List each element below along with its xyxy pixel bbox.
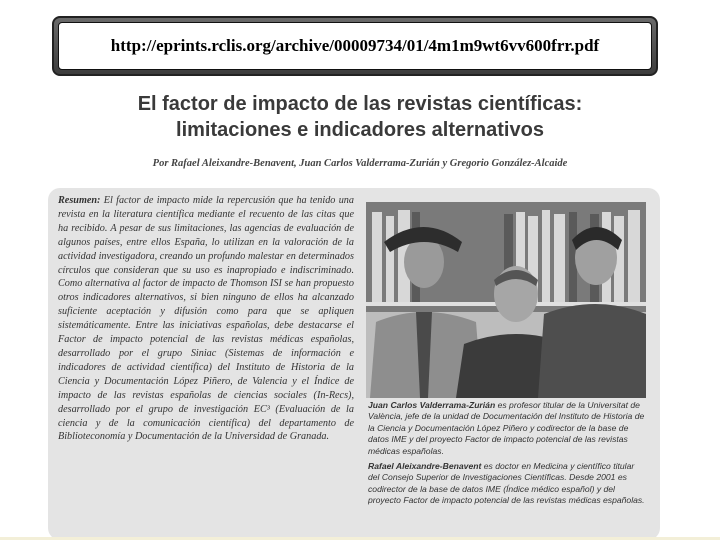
url-banner <box>52 16 658 76</box>
scanned-page <box>0 80 720 540</box>
abstract <box>58 194 354 540</box>
url-box <box>58 22 652 70</box>
caption-2-text: es doctor en Medicina y científico titular del Consejo Superior de Investigaciones Científicas. Desde 2001 es codirector de la base de datos IME (Índice médico español) y del proyecto Factor de impacto potencial de las revistas médicas españolas. <box>368 461 645 506</box>
caption-1-name: Juan Carlos Valderrama-Zurián <box>368 400 496 410</box>
authors-photo <box>366 202 646 398</box>
article-byline: Por Rafael Aleixandre-Benavent, Juan Carlos Valderrama-Zurián y Gregorio González-Alcaide <box>152 158 568 169</box>
authors-photo-image <box>366 202 646 398</box>
abstract-text: El factor de impacto mide la repercusión que ha tenido una revista en la literatura científica mediante el recuento de las citas que ha recibido. A pesar de sus limitaciones, las agencias de evaluación de algunos países, entre ellos España, lo utilizan en la valoración de la actividad investigadora, creando un profundo malestar en determinados círculos que consideran que su uso es inapropiado e indiscriminado. Como alternativa al factor de impacto de Thomson ISI se han propuesto otros indicadores alternativos, si bien ninguno de ellos ha alcanzado suficiente aceptación y difusión como para que se apliquen sistemáticamente. Entre las iniciativas españolas, debe destacarse el Factor de impacto potencial de las revistas médicas españolas, desarrollado por el grupo Siniac (Sistemas de información e indicadores de actividad científica) del Instituto de Historia de la Ciencia y Documentación López Piñero, de Valencia y el Índice de impacto de las revistas españolas de ciencias sociales (In-Recs), desarrollado por el grupo de investigación EC³ (Evaluación de la ciencia y de la comunicación científica) del departamento de Biblioteconomía y Documentación de la Universidad de Granada. <box>58 195 354 443</box>
caption-2-name: Rafael Aleixandre-Benavent <box>368 461 482 472</box>
caption-aleixandre <box>368 461 648 507</box>
author-captions <box>368 400 648 540</box>
caption-valderrama <box>368 400 648 457</box>
abstract-label: Resumen: <box>58 195 101 206</box>
article-title-line-1: El factor de impacto de las revistas científicas: <box>137 93 583 115</box>
caption-1-text: es profesor titular de la Universitat de València, jefe de la unidad de Documentación del Instituto de Historia de la Ciencia y Documentación López Piñero y codirector de la base de datos IME y del proyecto Factor de impacto potencial de las revistas médicas españolas. <box>368 400 645 456</box>
url-text: http://eprints.rclis.org/archive/00009734/01/4m1m9wt6vv600frr.pdf <box>110 36 600 55</box>
article-title-line-2: limitaciones e indicadores alternativos <box>176 119 544 141</box>
